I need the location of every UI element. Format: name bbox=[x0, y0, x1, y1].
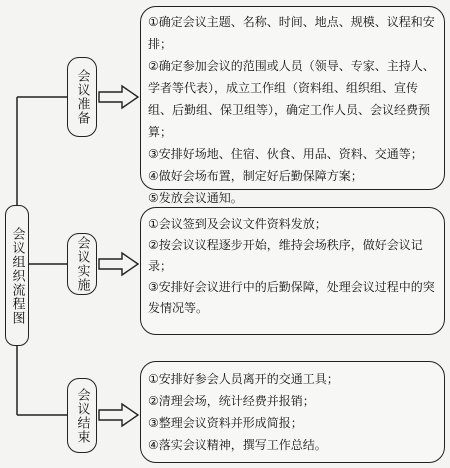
detail-item: ④落实会议精神，撰写工作总结。 bbox=[148, 438, 327, 452]
stage-node-implementation bbox=[67, 233, 97, 295]
detail-box-closing bbox=[140, 361, 445, 463]
detail-item: ③整理会议资料并形成简报； bbox=[148, 416, 303, 430]
detail-item: ①确定会议主题、名称、时间、地点、规模、议程和安排； bbox=[148, 15, 435, 51]
root-label: 会议组织流程图 bbox=[9, 226, 25, 325]
arrow-2 bbox=[99, 404, 138, 426]
detail-box-implementation bbox=[140, 207, 445, 335]
root-node bbox=[5, 205, 29, 346]
stage-label: 会议结束 bbox=[74, 387, 90, 444]
detail-item: ①会议签到及会议文件资料发放； bbox=[148, 217, 327, 231]
detail-box-preparation bbox=[140, 6, 445, 205]
detail-item: ①安排好参会人员离开的交通工具； bbox=[148, 372, 339, 386]
detail-item: ③安排好会议进行中的后勤保障，处理会议过程中的突发情况等。 bbox=[148, 280, 435, 315]
stage-node-preparation bbox=[67, 57, 97, 137]
stage-label: 会议准备 bbox=[74, 69, 90, 125]
detail-item: ⑤发放会议通知。 bbox=[148, 191, 243, 205]
detail-item: ②清理会场，统计经费并报销； bbox=[148, 394, 315, 408]
detail-item: ④做好会场布置，制定好后勤保障方案； bbox=[148, 169, 363, 183]
stage-label: 会议实施 bbox=[74, 236, 90, 292]
detail-item: ②确定参加会议的范围或人员（领导、专家、主持人、学者等代表），成立工作组（资料组、组织组、宣传组、后勤组、保卫组等），确定工作人员、会议经费预算； bbox=[148, 59, 435, 139]
arrow-0 bbox=[99, 86, 138, 108]
detail-item: ③安排好场地、住宿、伙食、用品、资料、交通等； bbox=[148, 147, 423, 161]
detail-item: ②按会议议程逐步开始，维持会场秩序，做好会议记录； bbox=[148, 238, 423, 273]
arrow-1 bbox=[99, 253, 138, 275]
stage-node-closing bbox=[67, 378, 97, 453]
